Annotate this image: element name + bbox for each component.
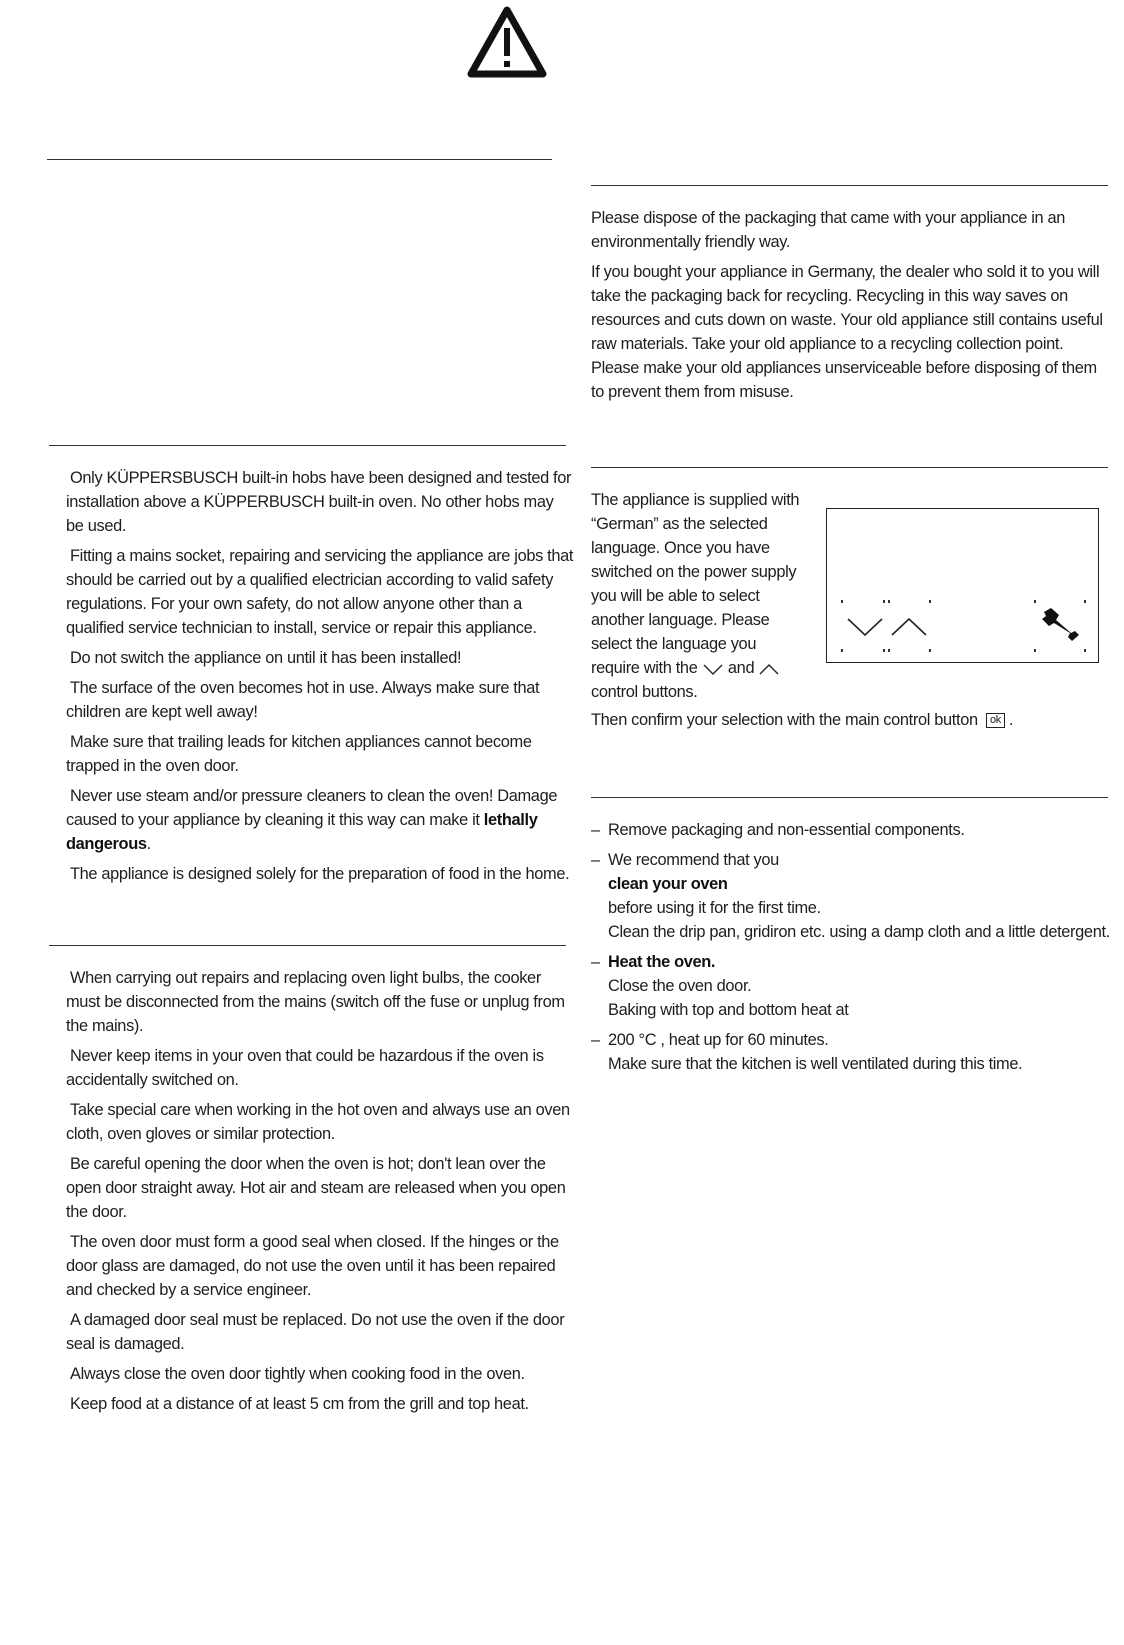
chevron-up-icon (892, 619, 926, 635)
rule-usage (49, 945, 566, 946)
packaging-paragraph-1: Please dispose of the packaging that came with your appliance in an environmentally friendly way. (591, 209, 1066, 251)
language-paragraph-1: The appliance is supplied with “German” as the selected language. Once you have switched on the power supply you will be able to select another language. Please select the language you require with the and control buttons. (591, 491, 800, 701)
usage-section (66, 966, 574, 1422)
safety-paragraph-5: Make sure that trailing leads for kitchen appliances cannot become trapped in the oven door. (66, 733, 532, 775)
usage-paragraph-3: Take special care when working in the hot oven and always use an oven cloth, oven gloves or similar protection. (66, 1101, 570, 1143)
safety-paragraph-4: The surface of the oven becomes hot in use. Always make sure that children are kept well away! (66, 679, 540, 721)
first-use-item-1: – Remove packaging and non-essential components. (591, 818, 1116, 842)
packaging-section (591, 206, 1111, 410)
first-use-item-4: – 200 °C , heat up for 60 minutes. Make sure that the kitchen is well ventilated during this time. (591, 1028, 1116, 1076)
first-use-emphasis: clean your oven (608, 875, 728, 893)
chevron-down-icon (848, 619, 882, 635)
safety-paragraph-3: Do not switch the appliance on until it has been installed! (70, 649, 462, 667)
rule-first-use (591, 797, 1108, 798)
rule-language (591, 467, 1108, 468)
safety-emphasis: lethally dangerous (66, 811, 538, 853)
safety-paragraph-1: Only KÜPPERSBUSCH built-in hobs have been designed and tested for installation above a KÜPPERBUSCH built-in oven. No other hobs may be used. (66, 469, 572, 535)
usage-paragraph-8: Keep food at a distance of at least 5 cm from the grill and top heat. (70, 1395, 529, 1413)
safety-section (66, 466, 574, 892)
safety-paragraph-7: The appliance is designed solely for the preparation of food in the home. (70, 865, 570, 883)
usage-paragraph-1: When carrying out repairs and replacing oven light bulbs, the cooker must be disconnected from the mains (switch off the fuse or unplug from the mains). (66, 969, 565, 1035)
segment-dots (841, 600, 1086, 652)
usage-paragraph-4: Be careful opening the door when the oven is hot; don't lean over the open door straight away. Hot air and steam are released when you open the door. (66, 1155, 566, 1221)
chevron-up-icon (758, 662, 780, 676)
first-use-section (591, 818, 1116, 1082)
usage-paragraph-7: Always close the oven door tightly when cooking food in the oven. (70, 1365, 525, 1383)
safety-paragraph-6: Never use steam and/or pressure cleaners to clean the oven! Damage caused to your appliance by cleaning it this way can make it lethally dangerous. (66, 787, 558, 853)
usage-paragraph-2: Never keep items in your oven that could be hazardous if the oven is accidentally switched on. (66, 1047, 544, 1089)
warning-triangle-icon (467, 6, 547, 78)
language-confirm (591, 708, 1106, 738)
rule-top-left (47, 159, 552, 160)
display-graphics (827, 509, 1097, 661)
safety-paragraph-2: Fitting a mains socket, repairing and servicing the appliance are jobs that should be carried out by a qualified electrician according to valid safety regulations. For your own safety, do not allow anyone other than a qualified service technician to install, service or repair this appliance. (66, 547, 574, 637)
language-section (591, 488, 806, 710)
usage-paragraph-5: The oven door must form a good seal when closed. If the hinges or the door glass are damaged, do not use the oven until it has been repaired and checked by a service engineer. (66, 1233, 559, 1299)
control-display-panel (826, 508, 1099, 663)
heat-oven-heading: Heat the oven. (608, 953, 716, 971)
language-paragraph-2: Then confirm your selection with the main control button ok . (591, 711, 1014, 729)
packaging-paragraph-2: If you bought your appliance in Germany, the dealer who sold it to you will take the packaging back for recycling. Recycling in this way saves on resources and cuts down on waste. Your old appliance still contains useful raw materials. Take your old appliance to a recycling collection point. Please make your old appliances unserviceable before disposing of them to prevent them from misuse. (591, 263, 1103, 401)
first-use-item-2: – We recommend that you clean your oven before using it for the first time. Clean the drip pan, gridiron etc. using a damp cloth and a little detergent. (591, 848, 1116, 944)
first-use-item-3: – Heat the oven. Close the oven door. Baking with top and bottom heat at (591, 950, 1116, 1022)
chevron-down-icon (702, 662, 724, 676)
ok-button-symbol: ok (986, 713, 1005, 728)
rule-packaging (591, 185, 1108, 186)
wrench-icon (1042, 608, 1079, 641)
usage-paragraph-6: A damaged door seal must be replaced. Do not use the oven if the door seal is damaged. (66, 1311, 565, 1353)
rule-safety (49, 445, 566, 446)
